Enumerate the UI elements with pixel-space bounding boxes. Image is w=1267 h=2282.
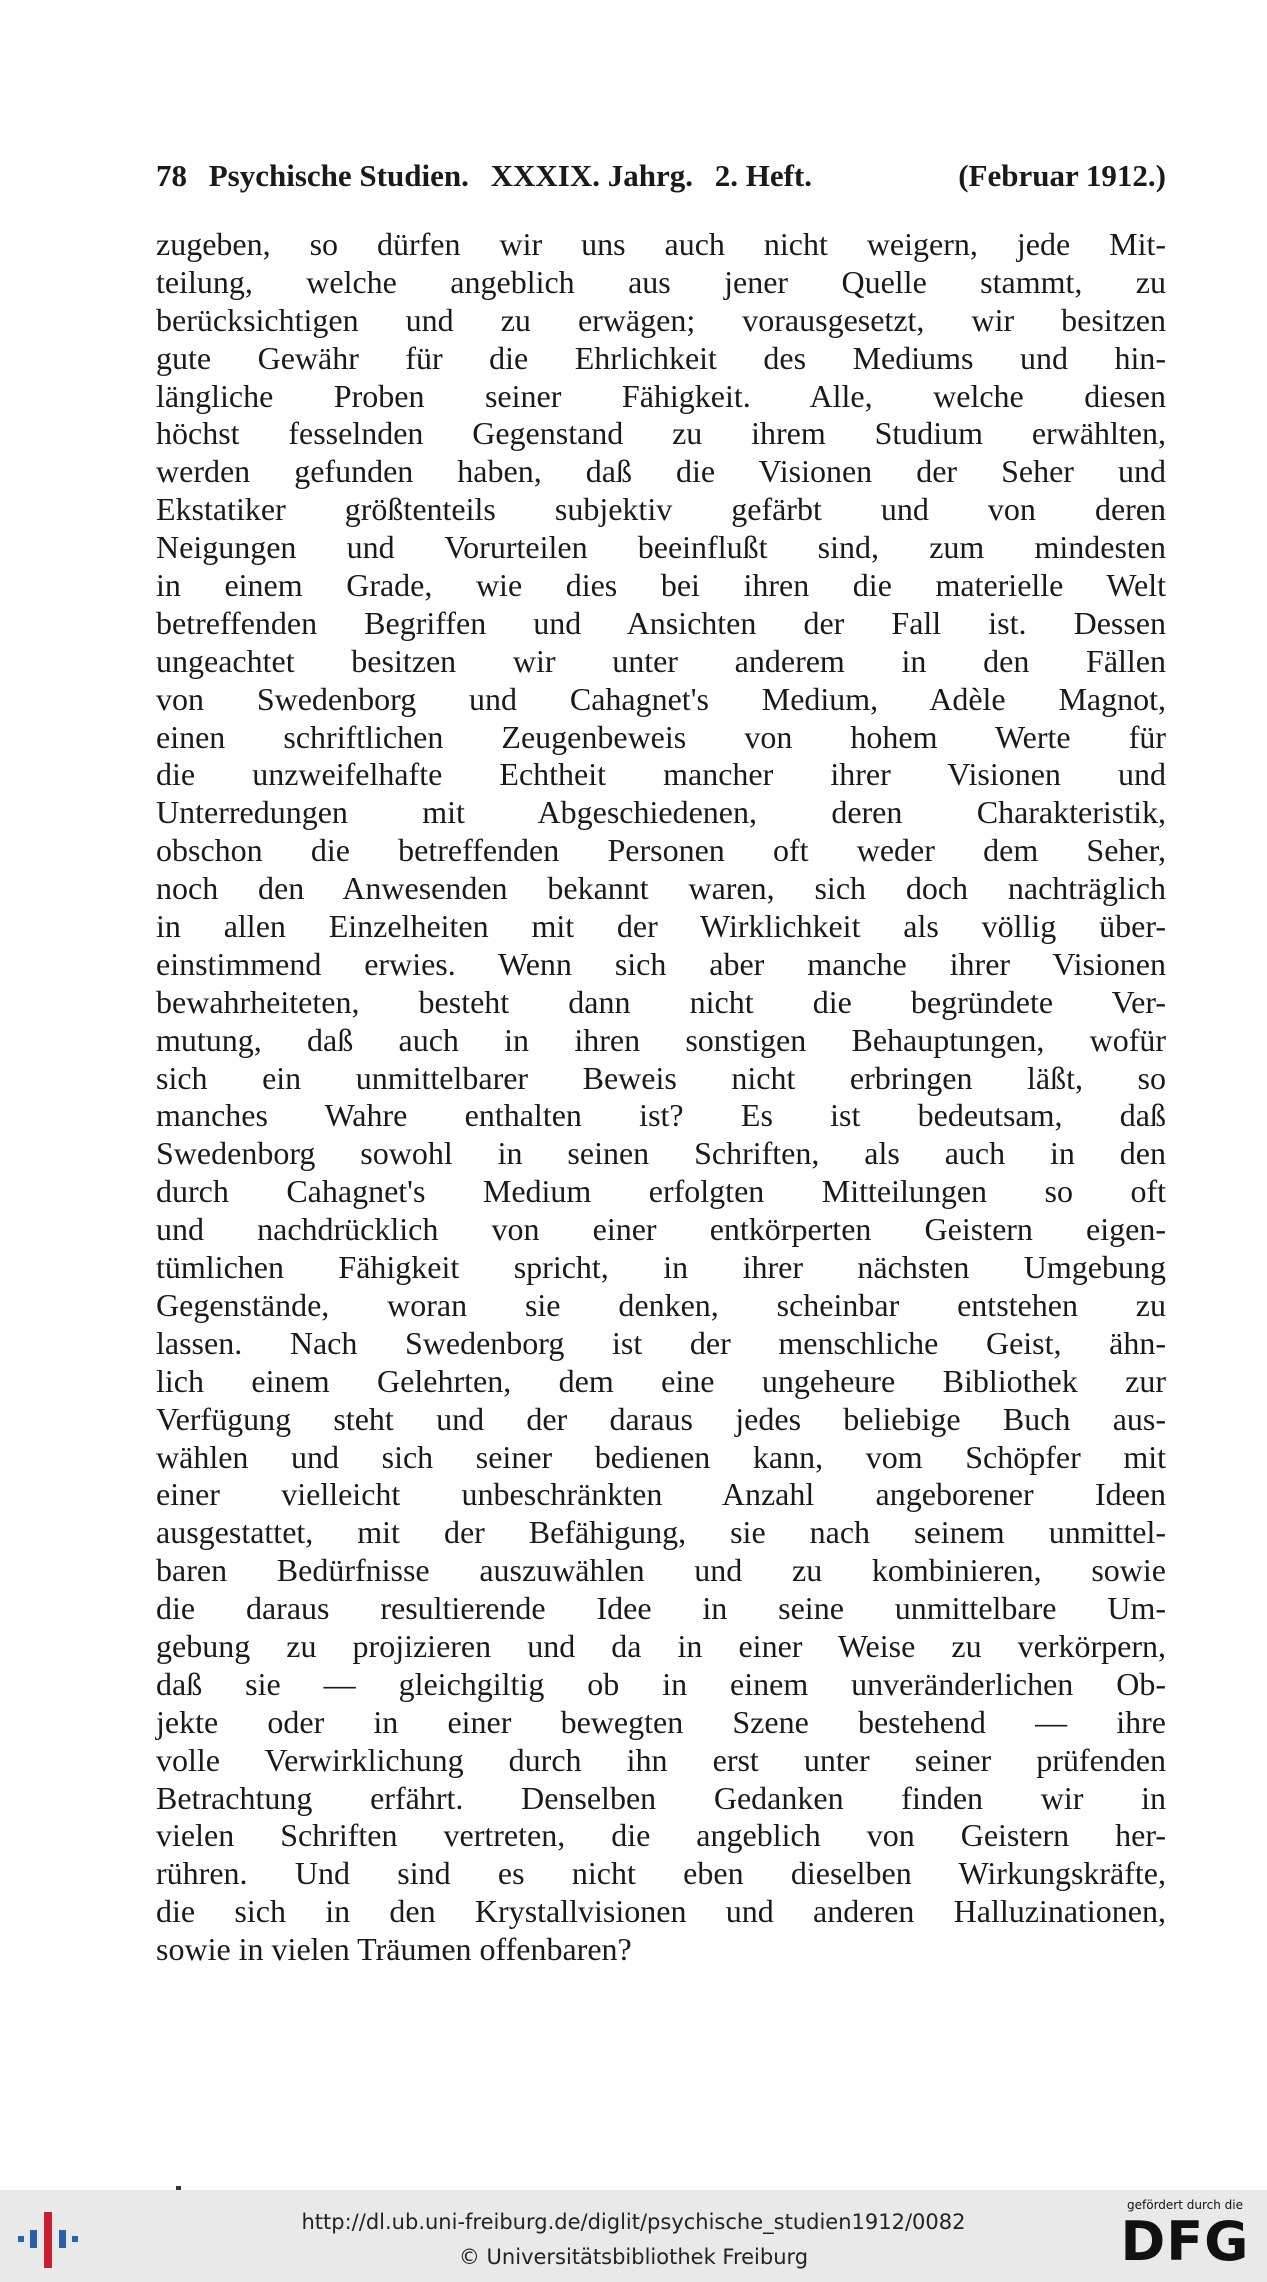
copyright-notice: © Universitätsbibliothek Freiburg xyxy=(458,2245,809,2269)
text-line: die unzweifelhafte Echtheit mancher ihrer Visionen und xyxy=(156,756,1166,793)
text-line: gebung zu projizieren und da in einer Weise zu verkörpern, xyxy=(156,1627,1166,1664)
text-line: obschon die betreffenden Personen oft weder dem Seher, xyxy=(156,832,1166,869)
text-line: Unterredungen mit Abgeschiedenen, deren Charakteristik, xyxy=(156,794,1166,831)
text-line: noch den Anwesenden bekannt waren, sich doch nachträglich xyxy=(156,870,1166,907)
text-line: lassen. Nach Swedenborg ist der menschliche Geist, ähn- xyxy=(156,1324,1166,1361)
text-line: lich einem Gelehrten, dem eine ungeheure Bibliothek zur xyxy=(156,1362,1166,1399)
text-line: bewahrheiteten, besteht dann nicht die begründete Ver- xyxy=(156,983,1166,1020)
header-left xyxy=(156,158,812,194)
text-line: baren Bedürfnisse auszuwählen und zu kombinieren, sowie xyxy=(156,1552,1166,1589)
source-url-link[interactable]: http://dl.ub.uni-freiburg.de/diglit/psychische_studien1912/0082 xyxy=(301,2210,966,2234)
journal-title: Psychische Studien. xyxy=(208,158,469,193)
text-line: Swedenborg sowohl in seinen Schriften, als auch in den xyxy=(156,1135,1166,1172)
text-line: wählen und sich seiner bedienen kann, vom Schöpfer mit xyxy=(156,1438,1166,1475)
text-line: in allen Einzelheiten mit der Wirklichkeit als völlig über- xyxy=(156,908,1166,945)
text-line: tümlichen Fähigkeit spricht, in ihrer nächsten Umgebung xyxy=(156,1249,1166,1286)
text-line: betreffenden Begriffen und Ansichten der Fall ist. Dessen xyxy=(156,604,1166,641)
dfg-wordmark: DFG xyxy=(1120,2210,1250,2273)
text-line: vielen Schriften vertreten, die angeblich von Geistern her- xyxy=(156,1817,1166,1854)
text-line: Ekstatiker größtenteils subjektiv gefärbt und von deren xyxy=(156,491,1166,528)
text-line: manches Wahre enthalten ist? Es ist bedeutsam, daß xyxy=(156,1097,1166,1134)
text-line: einstimmend erwies. Wenn sich aber manche ihrer Visionen xyxy=(156,945,1166,982)
text-line: zugeben, so dürfen wir uns auch nicht weigern, jede Mit- xyxy=(156,226,1166,262)
volume-label: XXXIX. Jahrg. xyxy=(490,158,693,193)
text-line: sowie in vielen Träumen offenbaren? xyxy=(156,1931,632,1968)
text-line: längliche Proben seiner Fähigkeit. Alle, welche diesen xyxy=(156,377,1166,414)
text-line: werden gefunden haben, daß die Visionen der Seher und xyxy=(156,453,1166,490)
funding-caption: gefördert durch die xyxy=(1127,2198,1243,2212)
text-line: daß sie — gleichgiltig ob in einem unveränderlichen Ob- xyxy=(156,1665,1166,1702)
text-line: Neigungen und Vorurteilen beeinflußt sind, zum mindesten xyxy=(156,529,1166,566)
text-line: Verfügung steht und der daraus jedes beliebige Buch aus- xyxy=(156,1400,1166,1437)
text-line: ausgestattet, mit der Befähigung, sie nach seinem unmittel- xyxy=(156,1514,1166,1551)
text-line: Betrachtung erfährt. Denselben Gedanken finden wir in xyxy=(156,1779,1166,1816)
text-line: von Swedenborg und Cahagnet's Medium, Adèle Magnot, xyxy=(156,680,1166,717)
text-line: und nachdrücklich von einer entkörperten Geistern eigen- xyxy=(156,1211,1166,1248)
text-line: Gegenstände, woran sie denken, scheinbar entstehen zu xyxy=(156,1286,1166,1323)
text-line: einer vielleicht unbeschränkten Anzahl angeborener Ideen xyxy=(156,1476,1166,1513)
text-line: rühren. Und sind es nicht eben dieselben Wirkungskräfte, xyxy=(156,1855,1166,1892)
text-line: höchst fesselnden Gegenstand zu ihrem Studium erwählten, xyxy=(156,415,1166,452)
text-line: in einem Grade, wie dies bei ihren die materielle Welt xyxy=(156,567,1166,604)
issue-label: 2. Heft. xyxy=(714,158,813,193)
text-line: einen schriftlichen Zeugenbeweis von hohem Werte für xyxy=(156,718,1166,755)
text-line: teilung, welche angeblich aus jener Quelle stammt, zu xyxy=(156,263,1166,300)
running-head xyxy=(156,158,1166,194)
text-line: mutung, daß auch in ihren sonstigen Behauptungen, wofür xyxy=(156,1021,1166,1058)
text-line: sich ein unmittelbarer Beweis nicht erbringen läßt, so xyxy=(156,1059,1166,1096)
text-line: jekte oder in einer bewegten Szene bestehend — ihre xyxy=(156,1703,1166,1740)
text-line: volle Verwirklichung durch ihn erst unter seiner prüfenden xyxy=(156,1741,1166,1778)
text-line: die daraus resultierende Idee in seine unmittelbare Um- xyxy=(156,1590,1166,1627)
body-text xyxy=(156,226,1166,1969)
text-line: durch Cahagnet's Medium erfolgten Mitteilungen so oft xyxy=(156,1173,1166,1210)
footer-bar xyxy=(0,2190,1267,2282)
text-line: die sich in den Krystallvisionen und anderen Halluzinationen, xyxy=(156,1893,1166,1930)
dfg-funding-logo[interactable] xyxy=(1117,2196,1253,2278)
issue-date: (Februar 1912.) xyxy=(958,158,1166,193)
text-line: gute Gewähr für die Ehrlichkeit des Mediums und hin- xyxy=(156,339,1166,376)
page-number: 78 xyxy=(156,158,187,193)
text-line: ungeachtet besitzen wir unter anderem in den Fällen xyxy=(156,642,1166,679)
text-line: berücksichtigen und zu erwägen; vorausgesetzt, wir besitzen xyxy=(156,301,1166,338)
